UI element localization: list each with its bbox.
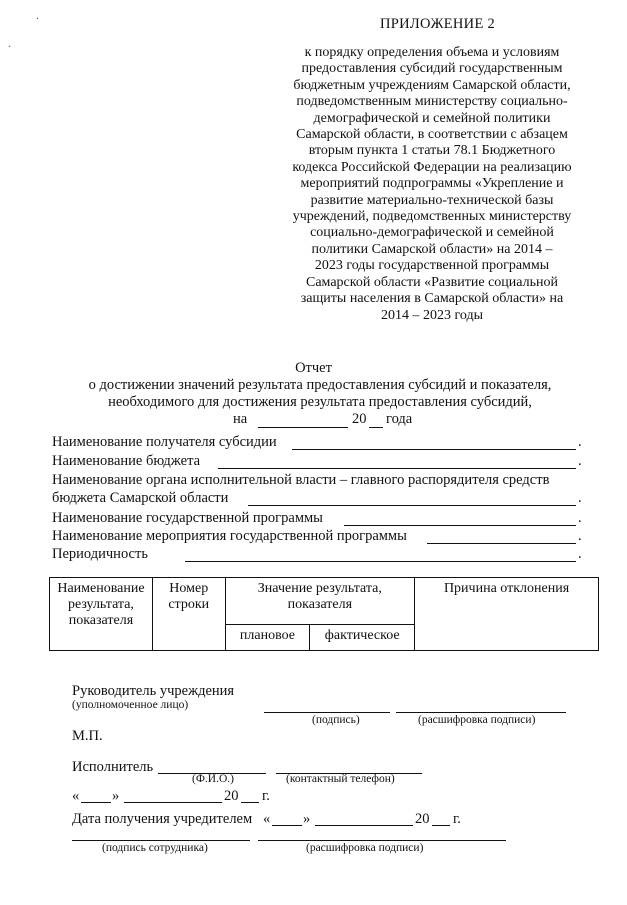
header-actual: фактическое <box>310 624 415 650</box>
authority-label: Наименование органа исполнительной власти – главного распорядителя средств <box>52 472 550 488</box>
appendix-line: мероприятий подпрограммы «Укрепление и <box>300 176 564 192</box>
appendix-title: ПРИЛОЖЕНИЕ 2 <box>380 16 496 32</box>
year-blank[interactable] <box>241 802 259 803</box>
appendix-line: социально-демографической и семейной <box>310 225 554 241</box>
appendix-text <box>262 45 602 324</box>
quote-open: « <box>72 788 80 804</box>
appendix-line: политики Самарской области» на 2014 – <box>311 241 553 257</box>
field-end-mark: . <box>578 510 582 526</box>
header-result-name: Наименование результата, показателя <box>50 578 153 651</box>
report-title: Отчет <box>295 360 332 376</box>
authority-label-cont: бюджета Самарской области <box>52 490 229 506</box>
report-year-blank[interactable] <box>369 427 383 428</box>
report-date-prefix: на <box>233 411 248 427</box>
header-value: Значение результата, показателя <box>225 578 414 625</box>
field-end-mark: . <box>578 546 582 562</box>
periodicity-field[interactable] <box>185 561 576 562</box>
year-suffix: г. <box>262 788 270 804</box>
received-year-suffix: г. <box>453 811 461 827</box>
report-subtitle-line: необходимого для достижения результата предоставления субсидий, <box>108 394 532 410</box>
report-date-blank[interactable] <box>258 427 348 428</box>
appendix-line: защиты населения в Самарской области» на <box>300 291 564 307</box>
program-field[interactable] <box>344 525 576 526</box>
program-label: Наименование государственной программы <box>52 510 323 526</box>
phone-caption: (контактный телефон) <box>286 773 395 785</box>
received-label: Дата получения учредителем <box>72 811 253 827</box>
year-prefix: 20 <box>224 788 239 804</box>
day-blank[interactable] <box>81 802 111 803</box>
appendix-line: вторым пункта 1 статьи 78.1 Бюджетного <box>308 143 556 159</box>
head-decode-line[interactable] <box>396 712 566 713</box>
appendix-line: развитие материально-технической базы <box>310 192 554 208</box>
report-subtitle <box>60 377 580 411</box>
authority-field[interactable] <box>248 505 576 506</box>
employee-signature-line[interactable] <box>72 840 250 841</box>
appendix-line: Самарской области «Развитие социальной <box>306 274 558 290</box>
quote-close: » <box>112 788 120 804</box>
head-sublabel: (уполномоченное лицо) <box>72 699 189 711</box>
field-end-mark: . <box>578 528 582 544</box>
employee-decode-line[interactable] <box>258 840 506 841</box>
budget-label: Наименование бюджета <box>52 453 201 469</box>
periodicity-label: Периодичность <box>52 546 148 562</box>
report-table <box>49 577 599 651</box>
recipient-field[interactable] <box>292 449 576 450</box>
month-blank[interactable] <box>124 802 222 803</box>
received-month-blank[interactable] <box>315 825 413 826</box>
field-end-mark: . <box>578 490 582 506</box>
report-subtitle-line: о достижении значений результата предоставления субсидий и показателя, <box>88 377 552 393</box>
header-row-number: Номер строки <box>152 578 225 651</box>
margin-mark: . <box>36 8 39 22</box>
appendix-line: учреждений, подведомственных министерству <box>292 209 572 225</box>
decode-caption: (расшифровка подписи) <box>418 714 536 726</box>
appendix-line: бюджетным учреждениям Самарской области, <box>293 77 571 93</box>
header-planned: плановое <box>225 624 310 650</box>
head-signature-line[interactable] <box>264 712 390 713</box>
appendix-line: 2023 годы государственной программы <box>314 258 550 274</box>
appendix-line: демографической и семейной политики <box>313 110 551 126</box>
received-year-blank[interactable] <box>432 825 450 826</box>
field-end-mark: . <box>578 434 582 450</box>
stamp-label: М.П. <box>72 728 103 744</box>
signature-caption: (подпись) <box>312 714 360 726</box>
received-quote-open: « <box>263 811 271 827</box>
header-deviation-reason: Причина отклонения <box>415 578 599 651</box>
appendix-line: подведомственным министерству социально- <box>296 94 568 110</box>
appendix-line: предоставления субсидий государственным <box>301 61 563 77</box>
employee-caption: (подпись сотрудника) <box>102 842 208 854</box>
report-date-year: 20 <box>352 411 367 427</box>
appendix-line: Самарской области, в соответствии с абзацем <box>296 127 568 143</box>
activity-label: Наименование мероприятия государственной программы <box>52 528 407 544</box>
activity-field[interactable] <box>427 543 576 544</box>
report-date-suffix: года <box>386 411 413 427</box>
margin-mark: . <box>8 36 11 50</box>
employee-decode-caption: (расшифровка подписи) <box>306 842 424 854</box>
appendix-line: 2014 – 2023 годы <box>380 307 484 323</box>
received-day-blank[interactable] <box>272 825 302 826</box>
head-label: Руководитель учреждения <box>72 683 235 699</box>
recipient-label: Наименование получателя субсидии <box>52 434 277 450</box>
executor-label: Исполнитель <box>72 759 154 775</box>
field-end-mark: . <box>578 453 582 469</box>
received-year-prefix: 20 <box>415 811 430 827</box>
appendix-line: кодекса Российской Федерации на реализацию <box>292 159 572 175</box>
received-quote-close: » <box>303 811 311 827</box>
fio-caption: (Ф.И.О.) <box>192 773 234 785</box>
appendix-line: к порядку определения объема и условиям <box>304 45 560 60</box>
budget-field[interactable] <box>218 468 576 469</box>
